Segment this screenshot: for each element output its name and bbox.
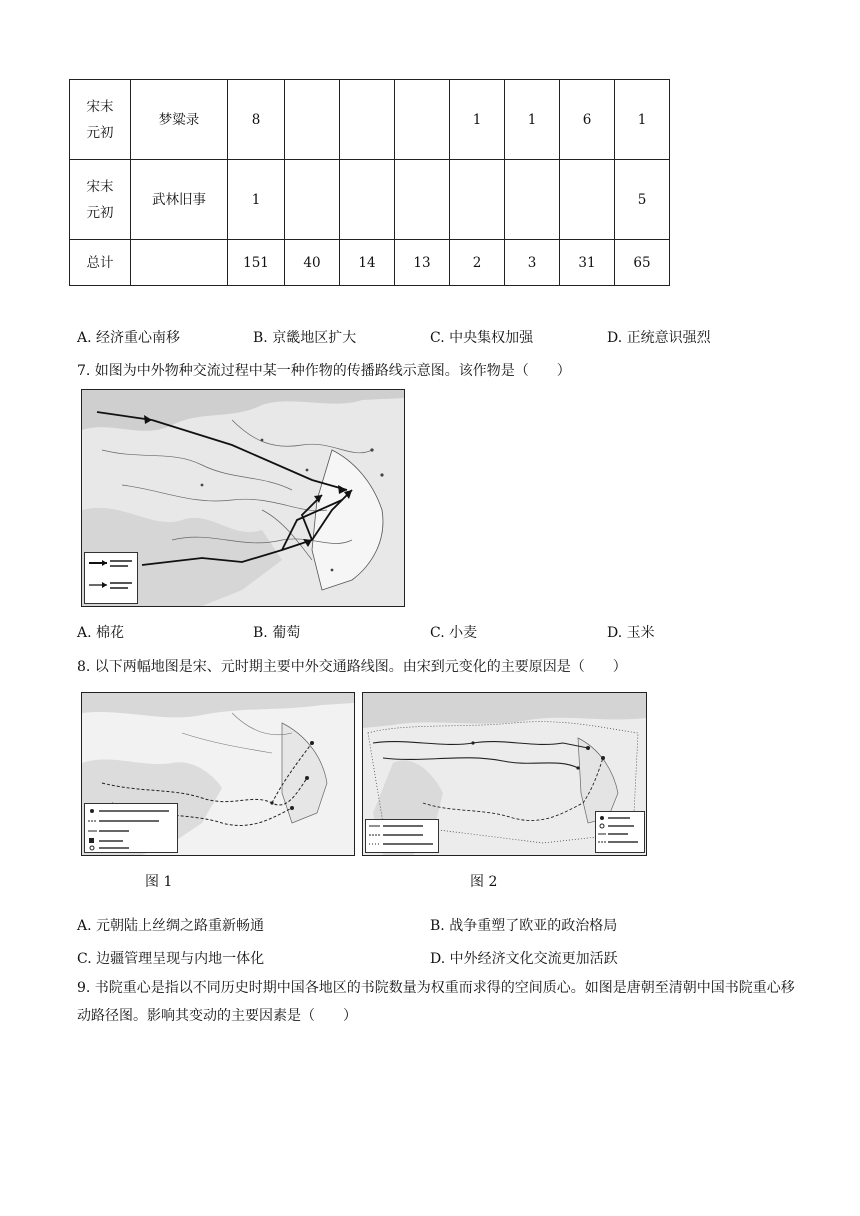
- q7-option-d[interactable]: D. 玉米: [607, 625, 655, 641]
- value-cell: 5: [615, 160, 670, 240]
- q8-option-d[interactable]: D. 中外经济文化交流更加活跃: [430, 951, 618, 967]
- value-cell: [340, 80, 395, 160]
- table-row: [70, 160, 670, 240]
- value-cell: 6: [560, 80, 615, 160]
- song-map-legend: [84, 803, 178, 853]
- value-cell: [560, 160, 615, 240]
- period-cell: 宋末 元初: [70, 80, 131, 160]
- value-cell: [450, 160, 505, 240]
- period-cell: 总计: [70, 240, 131, 286]
- value-cell: 151: [228, 240, 285, 286]
- q7-option-a[interactable]: A. 棉花: [77, 625, 125, 641]
- value-cell: [505, 160, 560, 240]
- value-cell: [395, 80, 450, 160]
- value-cell: 1: [228, 160, 285, 240]
- q9-stem: 9. 书院重心是指以不同历史时期中国各地区的书院数量为权重而求得的空间质心。如图是唐朝至清朝中国书院重心移动路径图。影响其变动的主要因素是（ ）: [77, 980, 795, 1024]
- value-cell: 2: [450, 240, 505, 286]
- q8-option-a[interactable]: A. 元朝陆上丝绸之路重新畅通: [77, 918, 265, 934]
- value-cell: [395, 160, 450, 240]
- value-cell: 1: [450, 80, 505, 160]
- period-cell: 宋末 元初: [70, 160, 131, 240]
- value-cell: 31: [560, 240, 615, 286]
- table-row: [70, 80, 670, 160]
- value-cell: 13: [395, 240, 450, 286]
- q8-stem: 8. 以下两幅地图是宋、元时期主要中外交通路线图。由宋到元变化的主要原因是（ ）: [77, 659, 627, 675]
- yuan-route-map: [362, 692, 647, 856]
- q7-option-c[interactable]: C. 小麦: [430, 625, 478, 641]
- map-legend-symbols: [85, 553, 137, 603]
- song-route-map: [81, 692, 355, 856]
- value-cell: 1: [615, 80, 670, 160]
- book-cell: [131, 240, 228, 286]
- figure-2-caption: 图 2: [470, 874, 498, 890]
- value-cell: [285, 160, 340, 240]
- value-cell: 3: [505, 240, 560, 286]
- records-table: [69, 79, 670, 286]
- value-cell: 65: [615, 240, 670, 286]
- yuan-map-legend-right-symbols: [596, 812, 644, 852]
- value-cell: [285, 80, 340, 160]
- q7-option-b[interactable]: B. 葡萄: [253, 625, 301, 641]
- crop-route-map: [81, 389, 405, 607]
- yuan-map-legend-symbols: [366, 820, 438, 852]
- q6-option-a[interactable]: A. 经济重心南移: [77, 330, 181, 346]
- q8-option-b[interactable]: B. 战争重塑了欧亚的政治格局: [430, 918, 618, 934]
- value-cell: 40: [285, 240, 340, 286]
- q6-option-b[interactable]: B. 京畿地区扩大: [253, 330, 357, 346]
- yuan-map-legend: [365, 819, 439, 853]
- figure-1-caption: 图 1: [145, 874, 173, 890]
- value-cell: 8: [228, 80, 285, 160]
- q6-option-c[interactable]: C. 中央集权加强: [430, 330, 534, 346]
- book-cell: 武林旧事: [131, 160, 228, 240]
- q6-option-d[interactable]: D. 正统意识强烈: [607, 330, 711, 346]
- yuan-map-legend-right: [595, 811, 645, 853]
- q8-option-c[interactable]: C. 边疆管理呈现与内地一体化: [77, 951, 265, 967]
- book-cell: 梦粱录: [131, 80, 228, 160]
- value-cell: 14: [340, 240, 395, 286]
- value-cell: 1: [505, 80, 560, 160]
- table-row: [70, 240, 670, 286]
- song-map-legend-symbols: [85, 804, 177, 852]
- map-legend: [84, 552, 138, 604]
- q7-stem: 7. 如图为中外物种交流过程中某一种作物的传播路线示意图。该作物是（ ）: [77, 363, 571, 379]
- value-cell: [340, 160, 395, 240]
